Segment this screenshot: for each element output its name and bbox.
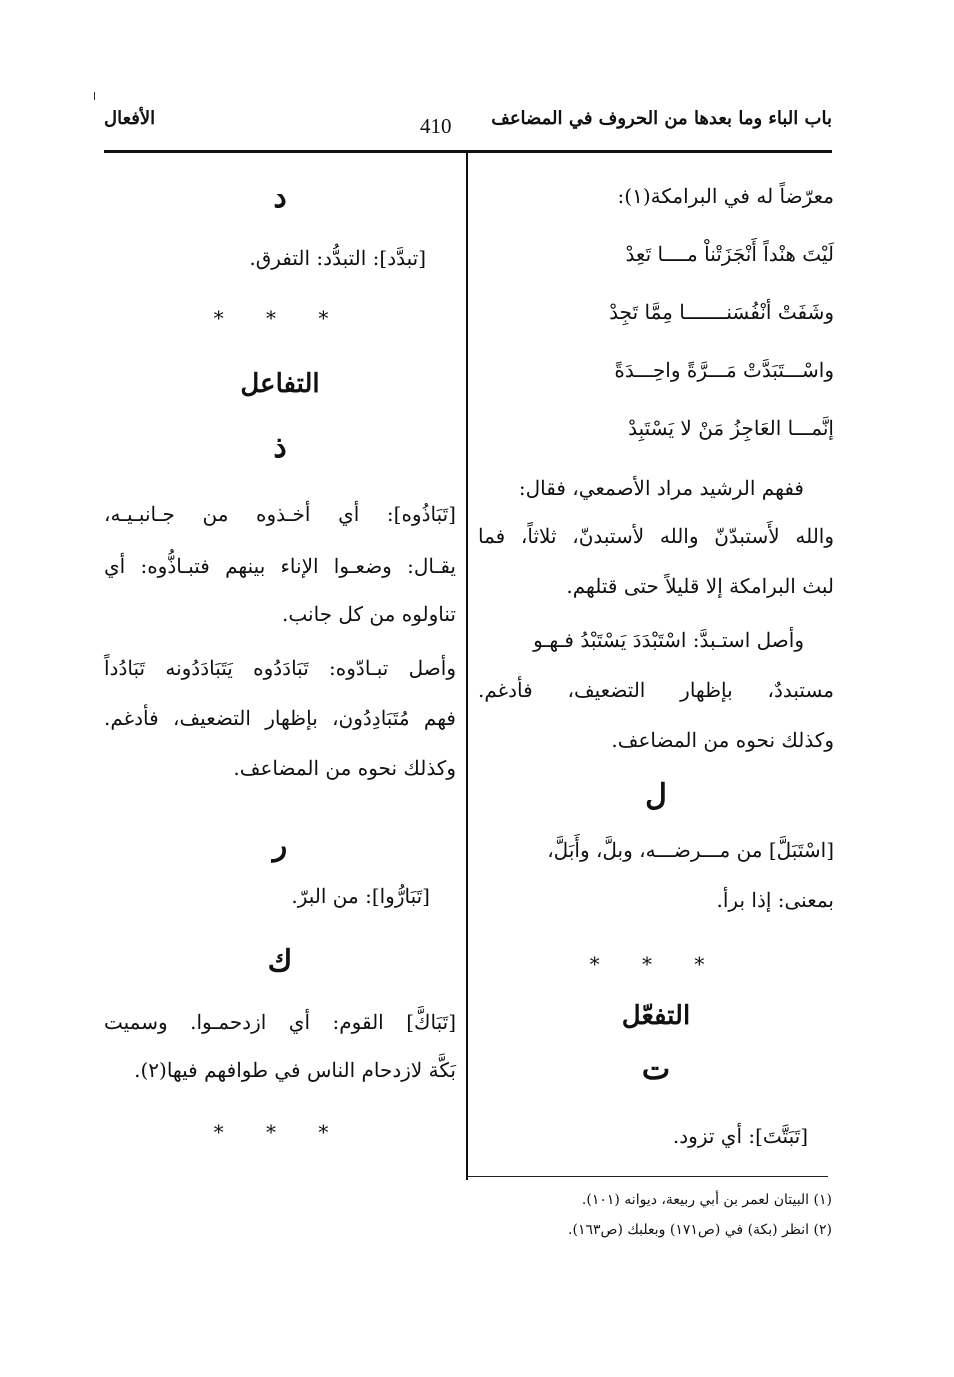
section-heading: التفاعل: [240, 369, 320, 399]
paragraph-line: مستبددٌ، بإظهار التضعيف، فأدغم.: [478, 678, 834, 702]
entry-line: تناولوه من كل جانب.: [282, 602, 456, 626]
paragraph-line: وأصل استـبدَّ: اسْتَبْدَدَ يَسْتَبْدُ فـهـو: [533, 628, 804, 652]
section-separator: * * *: [213, 306, 347, 330]
entry-line: بمعنى: إذا برأ.: [716, 888, 834, 912]
section-heading: التفعّل: [621, 1001, 691, 1031]
letter-heading-lam: ل: [645, 778, 667, 813]
running-header-section: الأفعال: [104, 108, 156, 129]
entry-line: [اسْتَبَلَّ] من مـــرضـــه، وبلَّ، وأَبَلَّ،: [547, 838, 834, 862]
paragraph-line: فهم مُتَبَادِدُون، بإظهار التضعيف، فأدغم.: [104, 706, 456, 730]
entry-line: [تَبَاذُوه]: أي أخـذوه من جـانبـيـه،: [104, 502, 456, 526]
running-header-chapter: باب الباء وما بعدها من الحروف في المضاعف: [491, 108, 832, 129]
footnote-1: (١) البيتان لعمر بن أبي ربيعة، ديوانه (١٠١).: [581, 1192, 832, 1208]
verse-line-1: لَيْتَ هنْداً أَنْجَزَتْناْ مــــا تَعِدْ: [625, 242, 834, 266]
section-separator: * * *: [589, 952, 723, 976]
entry-line: يقـال: وضعـوا الإناء بينهم فتبـاذُّوه: أي: [104, 554, 456, 578]
footnote-2: (٢) انظر (بكة) في (ص١٧١) وبعلبك (ص١٦٣).: [568, 1222, 832, 1238]
letter-heading-ta: ت: [641, 1052, 671, 1087]
page-number: 410: [420, 114, 452, 138]
paragraph-line: لبث البرامكة إلا قليلاً حتى قتلهم.: [566, 574, 834, 598]
column-divider: [466, 152, 468, 1180]
letter-heading-kaf: ك: [267, 944, 293, 979]
entry-line: [تَبَارُّوا]: من البرّ.: [291, 884, 430, 908]
entry-line: [تَبَاكَّ] القوم: أي ازدحمـوا. وسميت: [104, 1010, 456, 1034]
intro-line: معرّضاً له في البرامكة(١):: [617, 184, 834, 208]
verse-line-4: إنَّمـــا العَاجِزُ مَنْ لا يَسْتَبِدْ: [628, 416, 834, 440]
verse-line-2: وشَفَتْ أنْفُسَنـــــــا مِمَّا تَجِدْ: [609, 300, 834, 324]
footnote-rule: [468, 1176, 828, 1177]
entry-line: [تَبَتَّتَ]: أي تزود.: [672, 1124, 808, 1148]
letter-heading-ra: ر: [272, 828, 288, 863]
margin-mark: [94, 92, 95, 100]
paragraph-line: وكذلك نحوه من المضاعف.: [611, 728, 834, 752]
entry-line: [تبدَّد]: التبدُّد: التفرق.: [249, 246, 426, 270]
paragraph-line: وكذلك نحوه من المضاعف.: [233, 756, 456, 780]
paragraph-line: ففهم الرشيد مراد الأصمعي، فقال:: [518, 476, 804, 500]
section-separator: * * *: [213, 1120, 347, 1144]
paragraph-line: وأصل تبـادّوه: تَبَادَدُوه يَتَبَادَدُونه تَبَادُداً: [104, 656, 456, 680]
verse-line-3: واسْـــتَبَدَّتْ مَـــرَّةً واحِـــدَةً: [614, 358, 834, 382]
letter-heading-dal: د: [273, 180, 287, 215]
entry-line: بَكَّة لازدحام الناس في طوافهم فيها(٢).: [134, 1058, 456, 1082]
paragraph-line: والله لأَستبدّنّ والله لأستبدنّ، ثلاثاً، فما: [478, 524, 834, 548]
letter-heading-dhal: ذ: [273, 430, 287, 465]
header-rule: [104, 150, 832, 153]
